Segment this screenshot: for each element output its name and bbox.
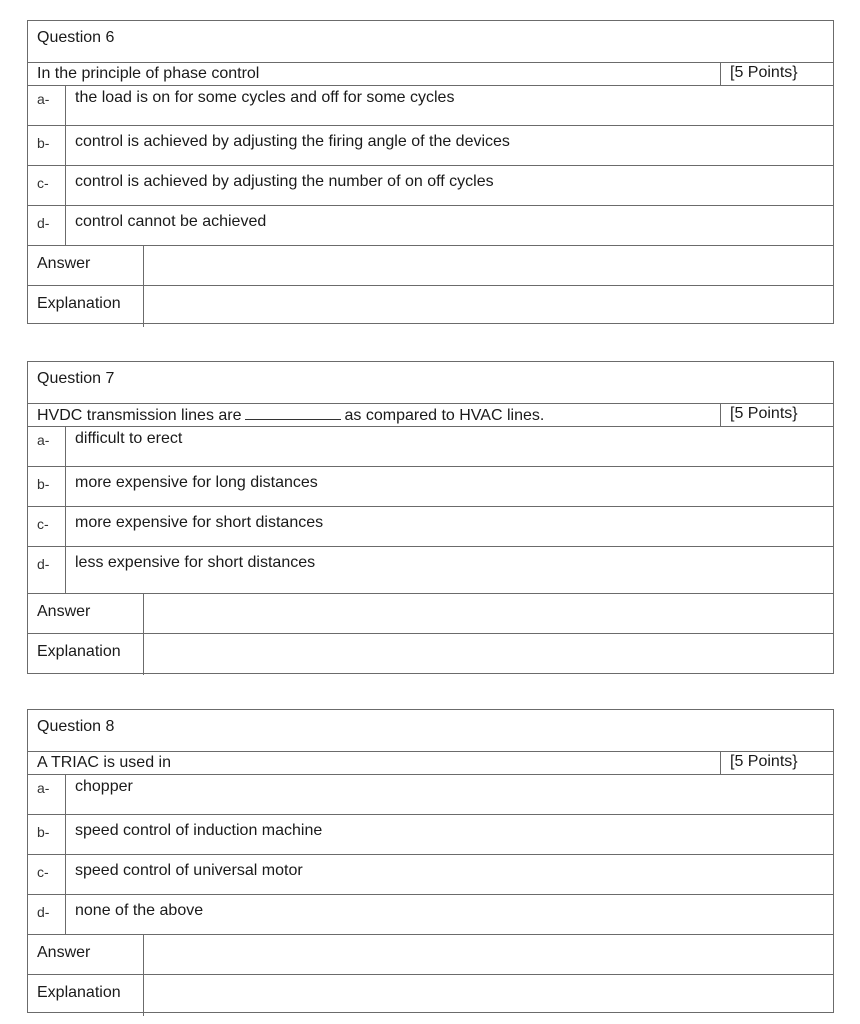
- explanation-label: Explanation: [28, 634, 144, 675]
- option-text: less expensive for short distances: [75, 554, 316, 571]
- option-letter: b-: [28, 815, 66, 854]
- option-text: none of the above: [75, 902, 204, 919]
- option-text: more expensive for short distances: [75, 514, 324, 531]
- option-letter: c-: [28, 166, 66, 205]
- question-block-7: [27, 361, 834, 674]
- question-stem-after: as compared to HVAC lines.: [344, 407, 545, 424]
- option-text: speed control of induction machine: [75, 822, 323, 839]
- option-letter: c-: [28, 507, 66, 546]
- explanation-label: Explanation: [28, 286, 144, 327]
- explanation-label: Explanation: [28, 975, 144, 1016]
- option-letter: b-: [28, 126, 66, 165]
- question-block-8: [27, 709, 834, 1013]
- answer-row: [28, 594, 833, 634]
- question-stem-row: [28, 404, 833, 427]
- option-text: chopper: [75, 778, 133, 795]
- option-text: more expensive for long distances: [75, 474, 318, 491]
- option-text: control cannot be achieved: [75, 213, 267, 230]
- option-text: difficult to erect: [75, 430, 183, 447]
- option-letter: a-: [28, 86, 66, 125]
- option-letter: d-: [28, 206, 66, 245]
- option-letter: d-: [28, 547, 66, 593]
- points-label: [5 Points}: [720, 404, 833, 426]
- question-title: Question 6: [28, 21, 833, 63]
- question-stem: A TRIAC is used in: [37, 754, 171, 771]
- fill-in-blank: [245, 406, 341, 420]
- option-letter: c-: [28, 855, 66, 894]
- explanation-row: [28, 975, 833, 1016]
- question-stem-row: [28, 63, 833, 86]
- option-d[interactable]: [28, 547, 833, 594]
- explanation-field[interactable]: [144, 975, 833, 1016]
- option-d[interactable]: [28, 895, 833, 935]
- question-title: Question 8: [28, 710, 833, 752]
- option-a[interactable]: [28, 86, 833, 126]
- explanation-field[interactable]: [144, 286, 833, 327]
- option-c[interactable]: [28, 166, 833, 206]
- question-stem: In the principle of phase control: [37, 65, 260, 82]
- question-block-6: [27, 20, 834, 324]
- question-title: Question 7: [28, 362, 833, 404]
- option-a[interactable]: [28, 427, 833, 467]
- question-stem: [28, 404, 720, 426]
- answer-row: [28, 935, 833, 975]
- question-stem-row: [28, 752, 833, 775]
- option-b[interactable]: [28, 126, 833, 166]
- option-letter: a-: [28, 775, 66, 814]
- explanation-row: [28, 634, 833, 675]
- answer-field[interactable]: [144, 935, 833, 974]
- option-b[interactable]: [28, 467, 833, 507]
- option-letter: b-: [28, 467, 66, 506]
- option-a[interactable]: [28, 775, 833, 815]
- question-stem-before: HVDC transmission lines are: [37, 407, 242, 424]
- option-b[interactable]: [28, 815, 833, 855]
- option-d[interactable]: [28, 206, 833, 246]
- option-text: speed control of universal motor: [75, 862, 303, 879]
- points-label: [5 Points}: [720, 752, 833, 774]
- answer-label: Answer: [28, 935, 144, 974]
- option-c[interactable]: [28, 855, 833, 895]
- option-text: control is achieved by adjusting the firing angle of the devices: [75, 133, 510, 150]
- answer-field[interactable]: [144, 246, 833, 285]
- option-letter: a-: [28, 427, 66, 466]
- option-text: control is achieved by adjusting the number of on off cycles: [75, 173, 494, 190]
- explanation-field[interactable]: [144, 634, 833, 675]
- answer-label: Answer: [28, 594, 144, 633]
- option-c[interactable]: [28, 507, 833, 547]
- option-letter: d-: [28, 895, 66, 934]
- points-label: [5 Points}: [720, 63, 833, 85]
- option-text: the load is on for some cycles and off for some cycles: [75, 89, 455, 106]
- answer-label: Answer: [28, 246, 144, 285]
- answer-row: [28, 246, 833, 286]
- answer-field[interactable]: [144, 594, 833, 633]
- explanation-row: [28, 286, 833, 327]
